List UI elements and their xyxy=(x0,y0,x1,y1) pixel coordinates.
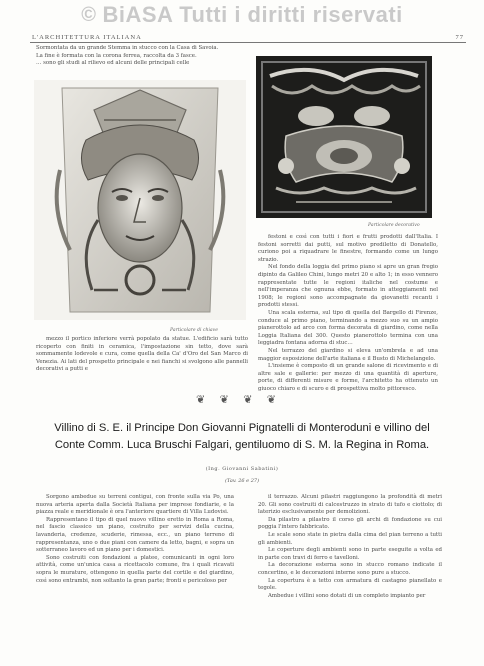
figure-caption-left: Particolare di chiave xyxy=(170,328,218,333)
relief-ornament-figure xyxy=(256,56,432,218)
paragraph: Le coperture degli ambienti sono in parte eseguite a volta ed in parte con travi di ferro e tavelloni. xyxy=(258,547,442,561)
article-plates: (Tav. 26 e 27) xyxy=(224,478,260,484)
copyright-symbol: © xyxy=(81,3,97,26)
article-column-right xyxy=(258,494,442,600)
paragraph: Le scale sono state in pietra dalla cima del pian terreno a tutti gli ambienti. xyxy=(258,531,442,546)
paragraph: Sono costruiti con fondazioni a platee, comunicanti in ogni loro attività, come un'unica casa a ricettacolo comune, fra i quali ricavati sopra le murature, ottengono in quella parte del cortile e del giardino, così sono entrambi, non soltanto la gran parte; fronti e pericoloso per xyxy=(36,554,234,584)
paragraph: Nel fondo della loggia del primo piano si apre un gran fregio dipinto da Galileo Chini, lungo metri 20 e alto 1; in esso vennero rappresentate tutte le regioni italiche nel costume e nell'imperanza che ognuna ebbe, formato in atteggiamenti nel 1908; le regioni sono accompagnate da giovanetti recanti i prodotti stessi. xyxy=(258,264,438,309)
paragraph: L'insieme è composto di un grande salone di ricevimento e di altre sale e gallerie: per mezzo di una quantità di aperture, porte, di differenti misure e forme, l'architetto ha ottenuto un giuoco chiaro e di scuro e di prospettiva molto pittoresco. xyxy=(258,363,438,392)
watermark xyxy=(0,0,484,30)
top-text-block xyxy=(36,45,246,68)
paragraph: festoni e così con tutti i fiori e frutti prodotti dall'Italia. I festoni sorretti dai putti, sul motivo prediletto di Donatello, curiono poi a riquadrare le finestre, formando come un lungo strazio. xyxy=(258,234,438,263)
header-rule xyxy=(30,42,466,43)
journal-title: L'ARCHITETTURA ITALIANA xyxy=(32,34,142,41)
section-ornament xyxy=(196,392,276,406)
article-title xyxy=(20,420,464,454)
paragraph: il terrazzo. Alcuni pilastri raggiungono la profondità di metri 20. Gli sono costruiti di calcestruzzo in strato di tufo e ciottolo; di laterizio esclusivamente per demolizioni. xyxy=(258,494,442,516)
keystone-mask-image xyxy=(34,80,246,320)
article-column-left xyxy=(36,494,234,585)
article-author: (Ing. Giovanni Sabatini) xyxy=(205,466,279,472)
paragraph: Sorgono ambedue su terreni contigui, con fronte sulla via Po, una nuova arteria aperta dalla Società Italiana per imprese fondiarie, e la piazza reale e meridionale è ora l'anteriore quartiere di Villa Ludovisi. xyxy=(36,494,234,516)
watermark-text: BiASA Tutti i diritti riservati xyxy=(102,2,403,27)
paragraph: La decorazione esterna sono in stucco romano indicate il concertino, e le decorazioni interne sono pure a stucco. xyxy=(258,562,442,576)
ornament-glyph-icon: ❦ xyxy=(266,392,276,406)
top-line: Sormontata da un grande Stemma in stucco con la Casa di Savoia. xyxy=(36,45,219,51)
paragraph: Nel terrazzo del giardino si eleva un'ombrela e ad una maggior esposizione dell'arte italiana e il Busto di Michelangelo. xyxy=(258,347,438,362)
article-title-line: Villino di S. E. il Principe Don Giovanni Pignatelli di Monteroduni e villino del xyxy=(54,422,430,434)
paragraph: La copertura è a tetto con armatura di castagno pianellato e tegole. xyxy=(258,577,442,592)
relief-ornament-image xyxy=(256,56,432,218)
page-number: 77 xyxy=(455,34,464,41)
figure-caption-right: Particolare decorativo xyxy=(368,223,420,228)
paragraph: Rappresentano il tipo di quel nuovo villino eretto in Roma a Roma, nel fascio classico un piano, costruito per servizi della cucina, lavanderia, credenze, scuderie, rimessa, ecc., un piano terreno di rappresentanza, uno o due piani con camere da letto, bagni, e sopra un sotterraneo lavoro ed un piano per i domestici. xyxy=(36,516,234,554)
keystone-mask-figure xyxy=(34,80,246,320)
ornament-glyph-icon: ❦ xyxy=(243,392,253,406)
top-line: … sono gli studi al rilievo ed alcuni delle principali celle xyxy=(36,60,190,67)
article-title-line: Conte Comm. Luca Bruschi Falgari, gentiluomo di S. M. la Regina in Roma. xyxy=(54,439,430,451)
left-under-figure-text xyxy=(36,336,248,374)
paragraph: Ambedue i villini sono dotati di un completo impianto per xyxy=(268,592,426,599)
paragraph: mezzo il portico inferiore verrà popolato da statue. L'edificio sarà tutto ricoperto con finiti in ceramica, l'impostazione sin tetto, dove sarà sommamente lodevole e cura, come quella della Ca' d'Oro del San Marco di Venezia. Ai lati del prospetto principale e nei fianchi si svolgono alle pannelli decorativi a putti e xyxy=(36,336,248,373)
paragraph: Da pilastro a pilastro il corso gli archi di fondazione su cui poggia l'intero fabbricato. xyxy=(258,516,442,531)
running-head xyxy=(32,34,464,41)
ornament-glyph-icon: ❦ xyxy=(219,392,229,406)
paragraph: Una scala esterna, sul tipo di quella del Bargello di Firenze, conduce al primo piano, terminando a mezzo suo su un ampio pianerottolo ad arco con forma decorata di giardino, come nella Loggia Italiana del 300. Questo pianerottolo termina con una leggiadra fontana adorna di stuc… xyxy=(258,309,438,347)
top-line: La fine è formata con la corona ferrea, raccolta da 3 fasce. xyxy=(36,52,197,59)
right-column-text xyxy=(258,234,438,393)
ornament-glyph-icon: ❦ xyxy=(196,392,206,406)
